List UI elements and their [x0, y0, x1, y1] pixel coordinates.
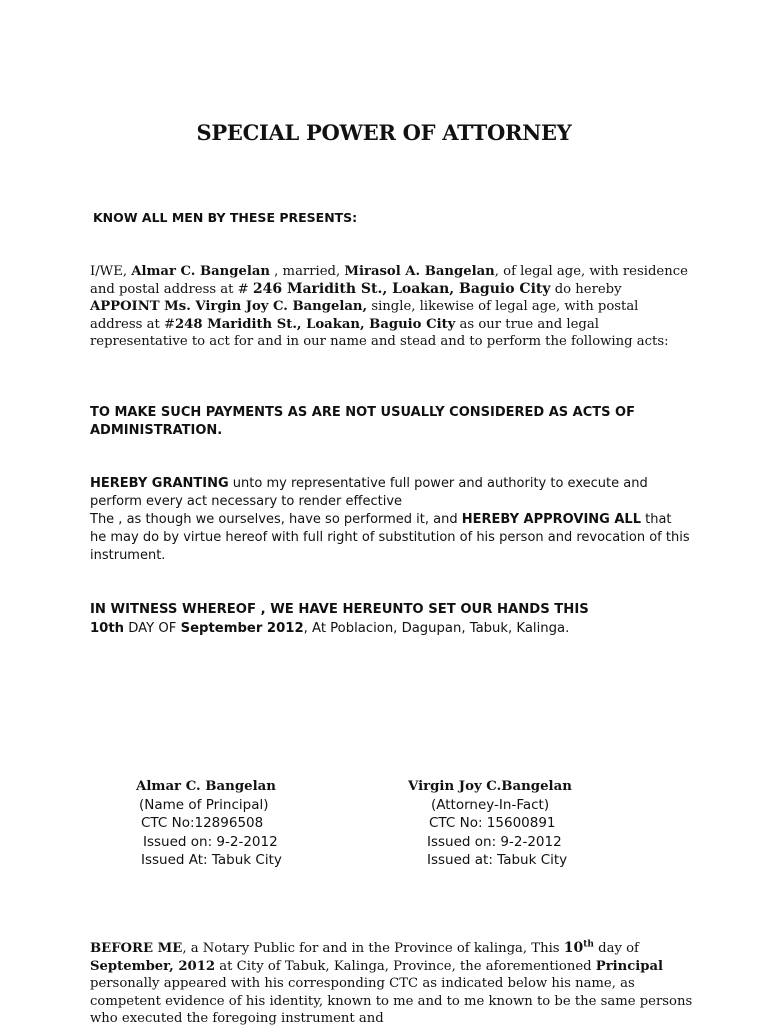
signatory-role: (Attorney-In-Fact)	[431, 797, 550, 814]
spouse-name: Mirasol A. Bangelan	[344, 264, 495, 279]
p5-text-a: , a Notary Public for and in the Province of kalinga, This	[182, 941, 564, 956]
p3-text-c: that he may do by virtue hereof with full right of substitution of his person and revocation of this instrument.	[90, 512, 690, 563]
witness-paragraph	[90, 600, 690, 638]
notary-month: September, 2012	[90, 958, 216, 974]
before-me-heading: BEFORE ME	[90, 941, 183, 956]
principal-name: Almar C. Bangelan	[131, 264, 270, 279]
know-all-heading: KNOW ALL MEN BY THESE PRESENTS:	[93, 210, 358, 225]
p1-text-e: single, likewise of legal age, with postal address at #	[90, 299, 639, 332]
p5-text-d: personally appeared with his corresponding CTC as indicated below his name, as competent evidence of his identity, known to me and to me known to be the same persons who executed the foregoing instrument and	[90, 976, 693, 1027]
notary-day-suffix: th	[583, 939, 594, 950]
principal-signature-block	[136, 778, 282, 869]
signatory-issued-at: Issued at: Tabuk City	[427, 851, 568, 868]
notary-paragraph	[90, 940, 700, 1028]
granting-paragraph	[90, 475, 690, 565]
p5-text-c: at City of Tabuk, Kalinga, Province, the aforementioned	[215, 958, 596, 974]
p1-text-f: as our true and legal representative to act for and in our name and stead and to perform the following acts:	[90, 316, 669, 350]
attorney-signature-block	[408, 778, 572, 869]
signatory-ctc: CTC No:12896508	[141, 815, 264, 832]
signatory-name: Virgin Joy C.Bangelan	[408, 779, 572, 794]
granting-heading: HEREBY GRANTING	[90, 476, 229, 491]
witness-month: September 2012	[180, 621, 304, 636]
principal-address: 246 Maridith St., Loakan, Baguio City	[252, 280, 551, 297]
signatory-issued-on: Issued on: 9-2-2012	[427, 833, 562, 850]
appoint-clause: APPOINT Ms. Virgin Joy C. Bangelan,	[90, 299, 368, 315]
witness-day: 10th	[90, 621, 125, 636]
signatory-ctc: CTC No: 15600891	[429, 815, 556, 832]
p1-text-d: do hereby	[550, 281, 622, 297]
appointment-paragraph	[90, 263, 690, 351]
witness-heading: IN WITNESS WHEREOF , WE HAVE HEREUNTO SET OUR HANDS THIS	[90, 602, 589, 617]
signatory-issued-on: Issued on: 9-2-2012	[143, 833, 278, 850]
signatory-role: (Name of Principal)	[139, 797, 269, 814]
payments-clause: TO MAKE SUCH PAYMENTS AS ARE NOT USUALLY CONSIDERED AS ACTS OF ADMINISTRATION.	[90, 405, 635, 438]
signatory-name: Almar C. Bangelan	[136, 779, 276, 794]
approving-heading: HEREBY APPROVING ALL	[461, 512, 641, 527]
principal-label: Principal	[595, 958, 664, 974]
p1-text-c: , of legal age, with residence and postal address at #	[90, 264, 688, 297]
attorney-address: 248 Maridith St., Loakan, Baguio City	[175, 316, 456, 332]
p3-text-a: unto my representative full power and authority to execute and perform every act necessary to render effective	[90, 476, 648, 509]
signatory-issued-at: Issued At: Tabuk City	[141, 851, 282, 868]
p1-text-a: I/WE,	[90, 264, 132, 279]
p5-text-b: day of	[593, 941, 639, 956]
document-title: SPECIAL POWER OF ATTORNEY	[196, 120, 572, 145]
p3-text-b: The , as though we ourselves, have so performed it, and	[90, 512, 462, 527]
p4-text-a: DAY OF	[124, 621, 181, 636]
notary-day: 10	[563, 940, 584, 956]
p1-text-b: , married,	[269, 264, 345, 279]
p4-text-b: , At Poblacion, Dagupan, Tabuk, Kalinga.	[303, 621, 570, 636]
